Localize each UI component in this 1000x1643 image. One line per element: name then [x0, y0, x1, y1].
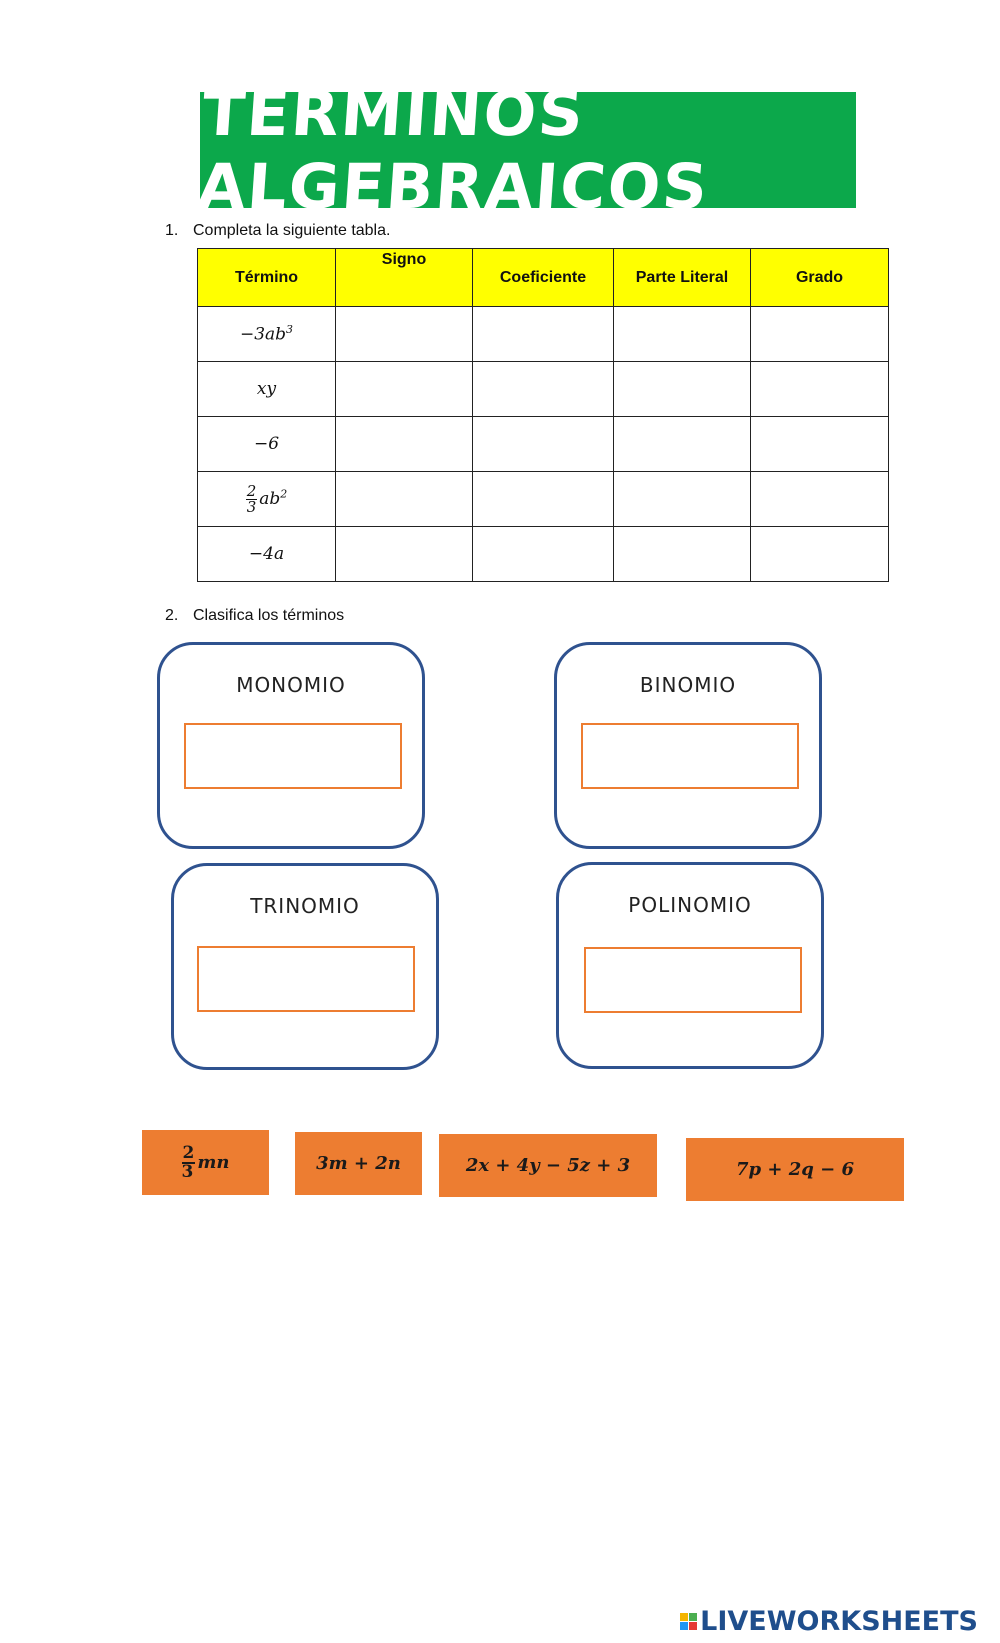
term-exponent: 3 — [286, 323, 294, 337]
grado-input[interactable] — [751, 527, 889, 582]
category-polinomio — [556, 862, 824, 1069]
category-binomio — [554, 642, 822, 849]
signo-input[interactable] — [336, 417, 473, 472]
header-termino: Término — [198, 249, 336, 307]
header-grado: Grado — [751, 249, 889, 307]
parte-literal-input[interactable] — [614, 362, 751, 417]
trinomio-drop-zone[interactable] — [197, 946, 415, 1012]
fraction-denominator: 3 — [246, 497, 257, 516]
term-text: ab — [259, 488, 281, 509]
table-row — [198, 362, 889, 417]
category-monomio-title: MONOMIO — [236, 673, 346, 697]
table-header-row — [198, 249, 889, 307]
question-1 — [165, 222, 390, 240]
question-2-text: Clasifica los términos — [193, 607, 345, 624]
parte-literal-input[interactable] — [614, 307, 751, 362]
table-row — [198, 472, 889, 527]
signo-input[interactable] — [336, 362, 473, 417]
polinomio-drop-zone[interactable] — [584, 947, 802, 1013]
grado-input[interactable] — [751, 472, 889, 527]
title-banner — [194, 77, 856, 223]
term-cell — [198, 307, 336, 362]
header-parte-literal: Parte Literal — [614, 249, 751, 307]
signo-input[interactable] — [336, 307, 473, 362]
parte-literal-input[interactable] — [614, 472, 751, 527]
chip-7p-2q-6[interactable] — [686, 1138, 904, 1201]
coeficiente-input[interactable] — [473, 527, 614, 582]
question-1-number: 1. — [165, 222, 179, 239]
coeficiente-input[interactable] — [473, 307, 614, 362]
category-binomio-title: BINOMIO — [639, 673, 737, 697]
chip-text: 7p + 2q − 6 — [736, 1159, 854, 1180]
terms-table — [197, 248, 889, 582]
grado-input[interactable] — [751, 307, 889, 362]
page-title: TÉRMINOS ALGEBRAICOS — [194, 77, 712, 223]
chip-text: mn — [197, 1152, 230, 1173]
question-2-number: 2. — [165, 607, 179, 624]
term-text: xy — [256, 379, 277, 399]
grado-input[interactable] — [751, 362, 889, 417]
parte-literal-input[interactable] — [614, 417, 751, 472]
table-row — [198, 417, 889, 472]
term-cell — [198, 417, 336, 472]
chip-2x-4y-5z-3[interactable] — [439, 1134, 657, 1197]
category-trinomio-title: TRINOMIO — [250, 894, 360, 918]
category-polinomio-title: POLINOMIO — [628, 893, 752, 917]
fraction-numerator: 2 — [182, 1142, 195, 1163]
chip-2-3-mn[interactable] — [142, 1130, 269, 1195]
term-cell — [198, 527, 336, 582]
chip-3m-2n[interactable] — [295, 1132, 422, 1195]
logo-mark-icon — [680, 1613, 697, 1630]
monomio-drop-zone[interactable] — [184, 723, 402, 789]
question-1-text: Completa la siguiente tabla. — [193, 222, 391, 239]
fraction-numerator: 2 — [246, 481, 257, 500]
term-text: −4a — [248, 544, 285, 564]
liveworksheets-logo[interactable] — [680, 1606, 978, 1637]
logo-text: LIVEWORKSHEETS — [700, 1606, 978, 1637]
term-cell — [198, 362, 336, 417]
chip-text: 2x + 4y − 5z + 3 — [465, 1155, 631, 1176]
coeficiente-input[interactable] — [473, 362, 614, 417]
signo-input[interactable] — [336, 527, 473, 582]
category-monomio — [157, 642, 425, 849]
header-signo: Signo — [336, 249, 473, 307]
binomio-drop-zone[interactable] — [581, 723, 799, 789]
term-text: −6 — [253, 434, 280, 454]
coeficiente-input[interactable] — [473, 417, 614, 472]
term-exponent: 2 — [280, 486, 288, 500]
table-row — [198, 307, 889, 362]
question-2 — [165, 607, 344, 625]
table-row — [198, 527, 889, 582]
term-fraction — [246, 481, 258, 516]
chip-fraction — [181, 1142, 196, 1182]
header-coeficiente: Coeficiente — [473, 249, 614, 307]
coeficiente-input[interactable] — [473, 472, 614, 527]
fraction-denominator: 3 — [181, 1161, 194, 1182]
term-cell — [198, 472, 336, 527]
chip-text: 3m + 2n — [316, 1153, 401, 1174]
term-text: −3ab — [239, 324, 287, 345]
category-trinomio — [171, 863, 439, 1070]
signo-input[interactable] — [336, 472, 473, 527]
parte-literal-input[interactable] — [614, 527, 751, 582]
grado-input[interactable] — [751, 417, 889, 472]
